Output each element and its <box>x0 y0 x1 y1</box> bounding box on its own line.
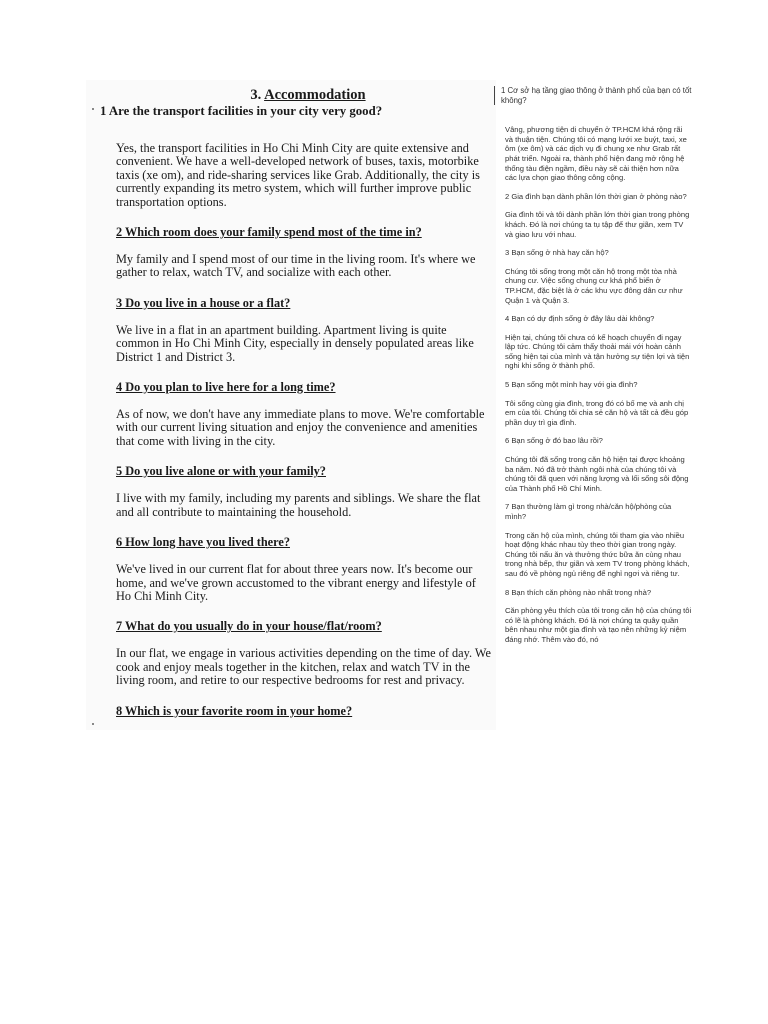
answer-2: My family and I spend most of our time in the living room. It's where we gather to relax, watch TV, and socialize with each other. <box>116 252 476 280</box>
question-4: 4 Do you plan to live here for a long time? <box>116 380 336 395</box>
question-2: 2 Which room does your family spend most of the time in? <box>116 225 422 240</box>
section-title: Accommodation <box>264 87 366 103</box>
qa-content <box>92 142 494 718</box>
answer-7: In our flat, we engage in various activities depending on the time of day. We cook and enjoy meals together in the kitchen, relax and watch TV in the living room, and retire to our respective bedrooms for rest and privacy. <box>116 646 491 688</box>
translation-answer-6: Chúng tôi đã sống trong căn hộ hiện tại được khoảng ba năm. Nó đã trở thành ngôi nhà của chúng tôi và chúng tôi đã quen với năng lượng và lối sống sôi động của Thành phố Hồ Chí Minh. <box>505 455 689 493</box>
translation-question-7: 7 Bạn thường làm gì trong nhà/căn hộ/phòng của mình? <box>505 502 672 521</box>
answer-3: We live in a flat in an apartment building. Apartment living is quite common in Ho Chi Minh City, especially in densely populated areas like District 1 and District 3. <box>116 322 474 364</box>
translation-answer-7: Trong căn hộ của mình, chúng tôi tham gia vào nhiều hoạt động khác nhau tùy theo thời gian trong ngày. Chúng tôi nấu ăn và thưởng thức bữa ăn cùng nhau trong nhà bếp, thư giãn và xem TV trong phòng khách, sau đó về phòng ngủ riêng để nghỉ ngơi và riêng tư. <box>505 530 690 578</box>
question-8: 8 Which is your favorite room in your home? <box>116 703 353 718</box>
translation-answer-4: Hiện tại, chúng tôi chưa có kế hoạch chuyển đi ngay lập tức. Chúng tôi cảm thấy thoải mái với hoàn cảnh sống hiện tại của mình và tận hưởng sự tiện lợi và tiện nghi khi sống ở thành phố. <box>505 332 690 371</box>
translation-question-2: 2 Gia đình bạn dành phần lớn thời gian ở phòng nào? <box>505 191 687 201</box>
translation-answer-8: Căn phòng yêu thích của tôi trong căn hộ của chúng tôi có lẽ là phòng khách. Đó là nơi chúng ta quây quần bên nhau như một gia đình và tạo nên những kỷ niệm đáng nhớ. Thêm vào đó, nó <box>505 606 692 644</box>
english-column <box>92 86 494 718</box>
answer-6: We've lived in our current flat for about three years now. It's become our home, and we've grown accustomed to the vibrant energy and lifestyle of Ho Chi Minh City. <box>116 562 476 603</box>
translation-answer-1: Vâng, phương tiện di chuyển ở TP.HCM khá rộng rãi và thuận tiện. Chúng tôi có mạng lưới xe buýt, taxi, xe ôm (xe ôm) và các dịch vụ đi chung xe như Grab rất phát triển. Ngoài ra, thành phố hiện đang mở rộng hệ thống tàu điện ngầm, điều này sẽ cải thiện hơn nữa các lựa chọn giao thông công cộng. <box>505 125 687 183</box>
translation-question-1: 1 Cơ sở hạ tầng giao thông ở thành phố của bạn có tốt không? <box>494 86 692 105</box>
answer-5: I live with my family, including my parents and siblings. We share the flat and all contribute to maintaining the household. <box>116 491 481 519</box>
section-number: 3. <box>250 87 262 103</box>
translation-question-8: 8 Bạn thích căn phòng nào nhất trong nhà? <box>505 587 652 597</box>
translation-question-5: 5 Bạn sống một mình hay với gia đình? <box>505 380 638 390</box>
question-5: 5 Do you live alone or with your family? <box>116 464 326 479</box>
translation-answer-3: Chúng tôi sống trong một căn hộ trong một tòa nhà chung cư. Việc sống chung cư khá phổ biến ở TP.HCM, đặc biệt là ở các khu vực đông dân cư như Quận 1 và Quận 3. <box>505 266 683 305</box>
translation-answer-5: Tôi sống cùng gia đình, trong đó có bố mẹ và anh chị em của tôi. Chúng tôi chia sẻ căn hộ và tất cả đều góp phần duy trì gia đình. <box>505 398 689 427</box>
question-7: 7 What do you usually do in your house/flat/room? <box>116 619 382 634</box>
section-heading <box>92 86 494 104</box>
translation-question-3: 3 Bạn sống ở nhà hay căn hộ? <box>505 248 609 258</box>
scan-mark <box>92 723 94 725</box>
translation-question-6: 6 Bạn sống ở đó bao lâu rồi? <box>505 436 603 446</box>
question-3: 3 Do you live in a house or a flat? <box>116 295 291 310</box>
answer-1: Yes, the transport facilities in Ho Chi Minh City are quite extensive and convenient. We have a well-developed network of buses, taxis, motorbike taxis (xe om), and ride-sharing services like Grab. Additionally, the city is currently expanding its metro system, which will further improve public transportation options. <box>116 141 480 209</box>
translation-answer-2: Gia đình tôi và tôi dành phần lớn thời gian trong phòng khách. Đó là nơi chúng ta tụ tập để thư giãn, xem TV và giao lưu với nhau. <box>505 210 690 239</box>
question-6: 6 How long have you lived there? <box>116 535 290 550</box>
translation-question-4: 4 Bạn có dự định sống ở đây lâu dài không? <box>505 314 655 324</box>
answer-4: As of now, we don't have any immediate plans to move. We're comfortable with our current living situation and enjoy the convenience and amenities that come with living in the city. <box>116 407 485 448</box>
vietnamese-translation-column <box>500 86 692 645</box>
question-1: 1 Are the transport facilities in your city very good? <box>100 104 383 118</box>
